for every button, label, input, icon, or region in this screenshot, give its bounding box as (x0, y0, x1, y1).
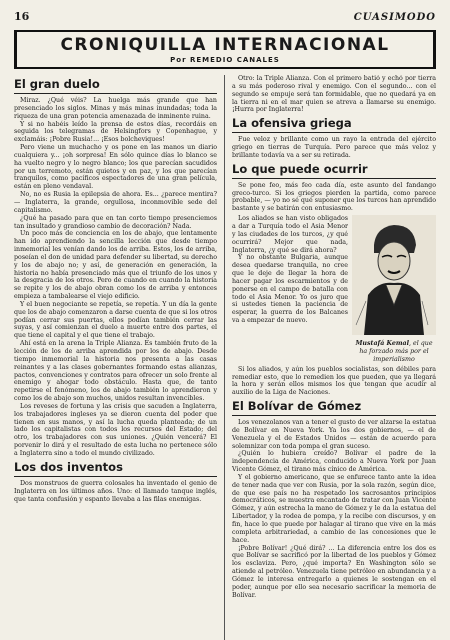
section-title-lo-que-puede-ocurrir: Lo que puede ocurrir (232, 161, 368, 176)
caption-text: , el que ha forzado más por el imperialismo (359, 340, 433, 363)
paragraph: ¡Pobre Bolívar! ¿Qué dirá? ... La diferencia entre los dos es que Bolívar se sacrificó por la libertad de los pueblos y Gómez los esclaviza. Pero, ¿qué importa? En Washington sólo se atiende al petróleo. Venezuela tiene petróleo en abundancia y a Gómez le interesa entregarlo a quienes le sostengan en el poder, aunque por ello sea necesario sacrificar la memoria de Bolívar. (232, 544, 436, 599)
paragraph: ¿Quién lo hubiera creído? Bolívar el padre de la independencia de América, conducido a Nueva York por Juan Vicente Gómez, el tirano más cínico de América. (232, 450, 436, 474)
paragraph: ¿Qué ha pasado para que en tan corto tiempo presenciemos tan insultado y grandioso cambio de decoración? Nada. (14, 214, 217, 230)
paragraph: Otro: la Triple Alianza. Con el primero batió y echó por tierra a su más poderoso rival y enemigo. Con el segundo... con el segundo se empuje será tan formidable, que no quedará ya en la tierra ni en el mar quien se atreva a llamarse su enemigo. ¡Hurra por Inglaterra! (232, 75, 436, 114)
section-title-dos-inventos: Los dos inventos (14, 459, 123, 474)
section-title-bolivar-gomez: El Bolívar de Gómez (232, 399, 362, 414)
portrait-figure (352, 215, 436, 364)
newspaper-page (14, 10, 436, 632)
article-title: CRONIQUILLA INTERNACIONAL (60, 35, 390, 55)
paragraph: Se pone feo, más feo cada día, este asunto del fandango greco-turco. Si los griegos pierden la partida, como parece probable, — yo no sé qué suponer que los turcos han aprendido bastante y se batirán con entusiasmo. (232, 181, 436, 213)
section-title-gran-duelo: El gran duelo (14, 77, 100, 91)
paragraph: No, no es Rusia la epilepsia de ahora. Es... ¿parece mentira? — Inglaterra, la grande, orgullosa, inconmovible sede del capitalismo. (14, 191, 217, 214)
right-column (225, 75, 436, 640)
page-number: 16 (14, 10, 30, 23)
paragraph: Fue veloz y brillante como un rayo la entrada del ejército griego en tierras de Turquía. Pero parece que más veloz y brillante todavía va a ser su retirada. (232, 136, 436, 159)
paragraph: Y no obstante Bulgaria, aunque desea quedarse tranquila, no cree que le deje de llegar la hora de hacer pagar los escarmientos y de ponerse en el campo de batalla con todo el Asia Menor. Yo os juro que si ustedes tienen la paciencia de esperar, la guerra de los Balcanes va a empezar de nuevo. (232, 254, 348, 325)
caption-name: Mustafá Kemal (355, 340, 409, 348)
portrait-caption (352, 340, 436, 364)
paragraph: Un poco más de conciencia en los de abajo, que lentamente han ido aprendiendo la sencilla lección que desde tiempo inmemorial les venían dando los de arriba. Estos, los de arriba, poseían el don de unidad para defender su libertad, su derecho y los de abajo no; y así, de generación en generación, la historia no había presenciado más que el triunfo de los unos y la desgracia de los otros. Pero de cuando en cuando la historia se repite y los de abajo obran como los de arriba y entonces empieza a tambalearse el viejo edificio. (14, 230, 217, 301)
paragraph: Si los aliados, y aún los pueblos socialistas, son débiles para remediar esto, que lo remedien los que pueden, que ya llegará la hora y serán ellos mismos los que tengan que acudir al auxilio de la Liga de Naciones. (232, 365, 436, 397)
paragraph: Los aliados se han visto obligados a dar a Turquía todo el Asia Menor y las ciudades de los turcos, ¿y qué ocurrirá? Mejor que nada, Inglaterra, ¿y qué se dirá ahora? (232, 215, 348, 254)
paragraph: Los venezolanos van a tener el gusto de ver alzarse la estatua de Bolívar en Nueva York. Ya los dos gobiernos, — el de Venezuela y el de Estados Unidos — están de acuerdo para solemnizar con toda pompa el gran suceso. (232, 419, 436, 450)
section-rule (14, 93, 217, 94)
paragraph: Y si no habéis leído la prensa de estos días, recordáis en seguida los telegramas de Helsingfors y Copenhague, y exclamáis: ¡Pobre Rusia!... ¡Esos bolcheviques! (14, 120, 217, 144)
portrait-block (232, 215, 436, 364)
article-author: Por REMEDIO CANALES (170, 56, 280, 64)
article-columns (14, 75, 436, 640)
section-rule (232, 132, 436, 133)
portrait-engraving-icon (352, 215, 436, 335)
page-header (14, 10, 436, 24)
paragraph: Ahí está en la arena la Triple Alianza. Es también fruto de la lección de los de arriba aprendida por los de abajo. Desde tiempo inmemorial la historia nos presenta a las casas reinantes y a las clases gobernantes formando estas alianzas, pactos, convenciones y contratos para ofrecer un solo frente al enemigo y ahogar todo obstáculo. Hasta que, de tanto repetirse el fenómeno, los de abajo también lo aprendieron y como los de abajo son muchos, unidos resultan invencibles. (14, 340, 217, 403)
section-rule (14, 476, 217, 477)
portrait-side-text (232, 215, 348, 364)
article-banner (14, 30, 436, 69)
magazine-name: CUASIMODO (353, 12, 436, 23)
paragraph: Los reveses de fortuna y las crisis que sacuden a Inglaterra, los trabajadores ingleses ya se dieron cuenta del poder que tienen en sus manos, y así la lucha queda planteada; de un lado los capitalistas con todos los recursos del Estado; del otro, los trabajadores con sus uniones. ¿Quién vencerá? El porvenir lo dirá y el resultado de esta lucha no pertenece sólo a Inglaterra sino a todo el mundo civilizado. (14, 402, 217, 457)
section-title-ofensiva-griega: La ofensiva griega (232, 116, 352, 131)
paragraph: Dos monstruos de guerra colosales ha inventado el genio de Inglaterra en los últimos años. Uno: el llamado tanque inglés, que tanta confusión y espanto llevaba a las filas enemigas. (14, 479, 217, 503)
paragraph: Miraz. ¿Qué véis? La huelga más grande que han presenciado los siglos. Minas y más minas inundadas; toda la riqueza de una gran potencia amenazada de inminente ruina. (14, 97, 217, 120)
section-rule (232, 178, 436, 179)
paragraph: Y el buen negociante se repetía, se repetía. Y un día la gente que los de abajo comenzaron a darse cuenta de que si los otros podían cerrar sus puertas, ellos podían también cerrar las suyas, y así comienzan el duelo a muerte entre dos partes, el que tiene el capital y el que tiene el trabajo. (14, 300, 217, 340)
left-column (14, 75, 225, 640)
paragraph: Y el gobierno americano, que se enfurece tanto ante la idea de tener nada que ver con Rusia, por la sola razón, según dice, de que ese país no ha respetado los sacrosantos principios democráticos, se muestra encantado de tratar con Juan Vicente Gómez, y aún estrecha la mano de Gómez y le da la estatua del Libertador, y la rodea de pompa, y la recibe con discursos, y en fin, hace lo que puede por halagar al tirano que vive en la más completa arbitrariedad, a cambio de las concesiones que le hace. (232, 473, 436, 544)
section-rule (232, 415, 436, 416)
paragraph: Pero viene un muchacho y os pone en las manos un diario cualquiera y... ¡oh sorpresa! En sólo quince días lo blanco se ha vuelto negro y lo negro blanco; los que parecían sacudidos por un terremoto, están quietos y en paz, y los que parecían tranquilos, como pacíficos espectadores de una gran película, están en pleno vendaval. (14, 144, 217, 191)
